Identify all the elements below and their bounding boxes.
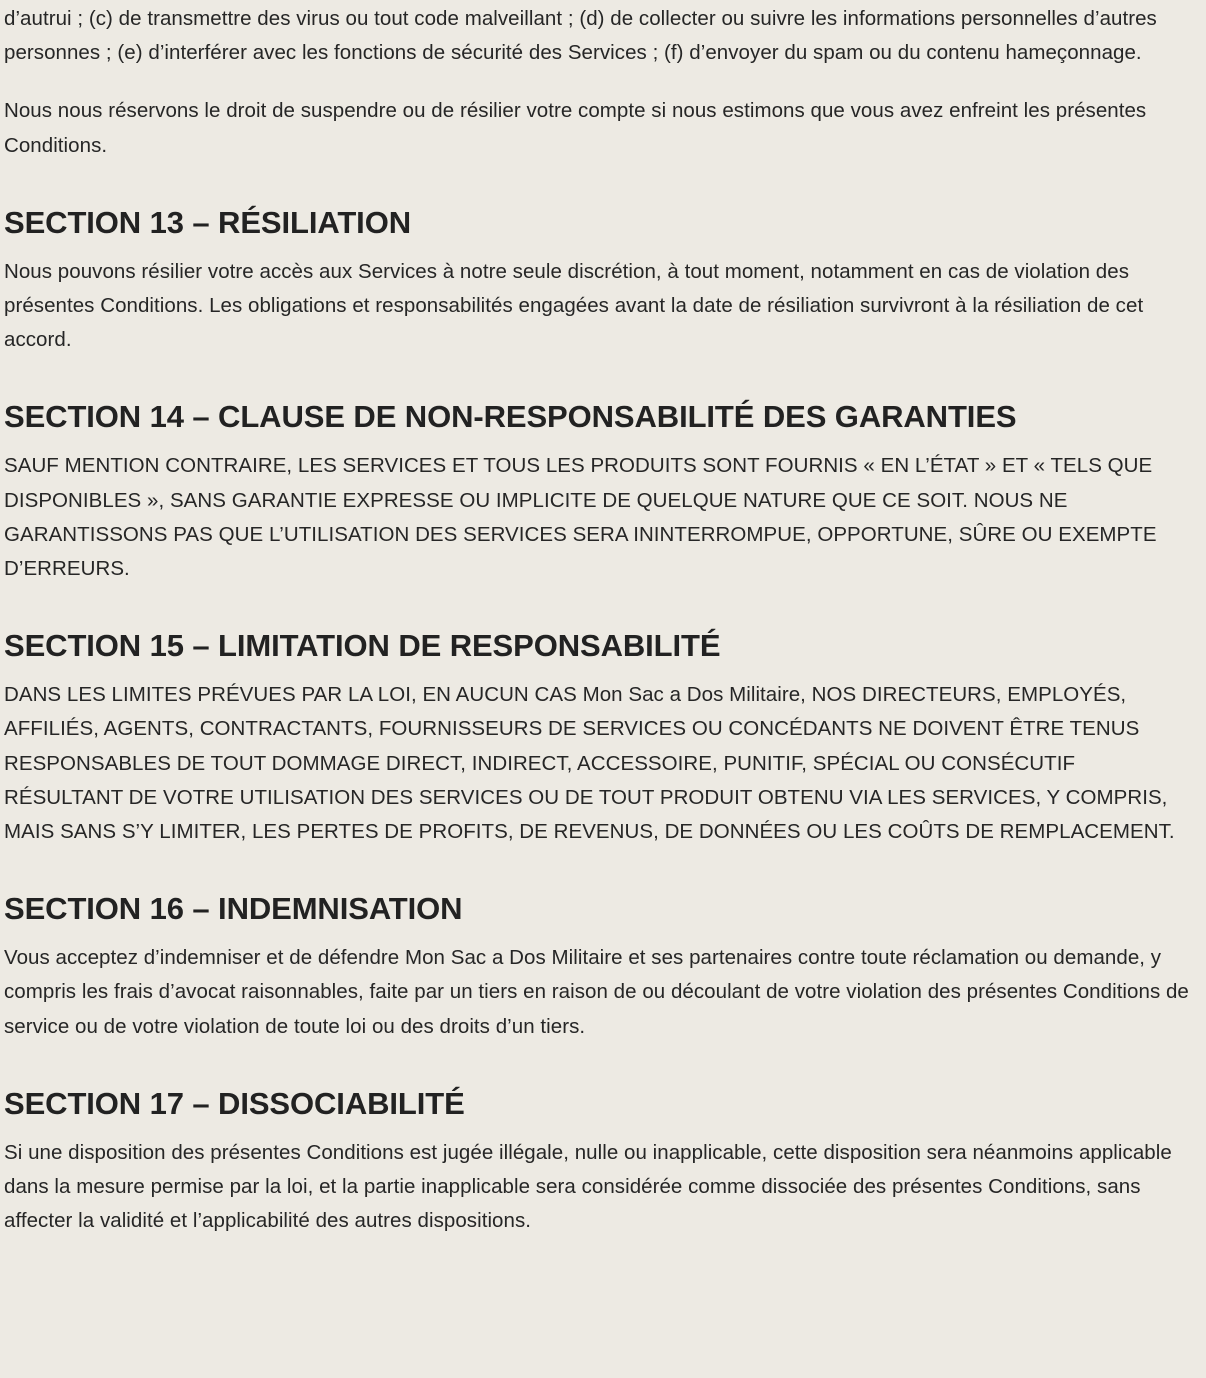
section-15-body: DANS LES LIMITES PRÉVUES PAR LA LOI, EN AUCUN CAS Mon Sac a Dos Militaire, NOS DIRECTEURS, EMPLOYÉS, AFFILIÉS, AGENTS, CONTRACTANTS, FOURNISSEURS DE SERVICES OU CONCÉDANTS NE DOIVENT ÊTRE TENUS RESPONSABLES DE TOUT DOMMAGE DIRECT, INDIRECT, ACCESSOIRE, PUNITIF, SPÉCIAL OU CONSÉCUTIF RÉSULTANT DE VOTRE UTILISATION DES SERVICES OU DE TOUT PRODUIT OBTENU VIA LES SERVICES, Y COMPRIS, MAIS SANS S’Y LIMITER, LES PERTES DE PROFITS, DE REVENUS, DE DONNÉES OU LES COÛTS DE REMPLACEMENT. — [4, 683, 1175, 844]
section-15-heading: SECTION 15 – LIMITATION DE RESPONSABILITÉ — [4, 628, 721, 664]
section-17-body: Si une disposition des présentes Conditions est jugée illégale, nulle ou inapplicable, cette disposition sera néanmoins applicable dans la mesure permise par la loi, et la partie inapplicable sera considérée comme dissociée des présentes Conditions, sans affecter la validité et l’applicabilité des autres dispositions. — [4, 1140, 1172, 1233]
intro-paragraph-2: Nous nous réservons le droit de suspendre ou de résilier votre compte si nous estimons que vous avez enfreint les présentes Conditions. — [4, 99, 1147, 157]
section-16-body: Vous acceptez d’indemniser et de défendre Mon Sac a Dos Militaire et ses partenaires contre toute réclamation ou demande, y compris les frais d’avocat raisonnables, faite par un tiers en raison de ou découlant de votre violation des présentes Conditions de service ou de votre violation de toute loi ou des droits d’un tiers. — [4, 946, 1189, 1038]
section-16-heading: SECTION 16 – INDEMNISATION — [4, 891, 463, 927]
section-17-heading: SECTION 17 – DISSOCIABILITÉ — [4, 1085, 465, 1121]
intro-paragraph-1: d’autrui ; (c) de transmettre des virus ou tout code malveillant ; (d) de collecter ou suivre les informations personnelles d’autres personnes ; (e) d’interférer avec les fonctions de sécurité des Services ; (f) d’envoyer du spam ou du contenu hameçonnage. — [4, 7, 1157, 65]
section-13-body: Nous pouvons résilier votre accès aux Services à notre seule discrétion, à tout moment, notamment en cas de violation des présentes Conditions. Les obligations et responsabilités engagées avant la date de résiliation survivront à la résiliation de cet accord. — [4, 259, 1144, 352]
section-14-body: SAUF MENTION CONTRAIRE, LES SERVICES ET TOUS LES PRODUITS SONT FOURNIS « EN L’ÉTAT » ET « TELS QUE DISPONIBLES », SANS GARANTIE EXPRESSE OU IMPLICITE DE QUELQUE NATURE QUE CE SOIT. NOUS NE GARANTISSONS PAS QUE L’UTILISATION DES SERVICES SERA ININTERROMPUE, OPPORTUNE, SÛRE OU EXEMPTE D’ERREURS. — [4, 454, 1157, 581]
section-13-heading: SECTION 13 – RÉSILIATION — [4, 204, 411, 240]
section-14-heading: SECTION 14 – CLAUSE DE NON-RESPONSABILITÉ DES GARANTIES — [4, 399, 1017, 435]
